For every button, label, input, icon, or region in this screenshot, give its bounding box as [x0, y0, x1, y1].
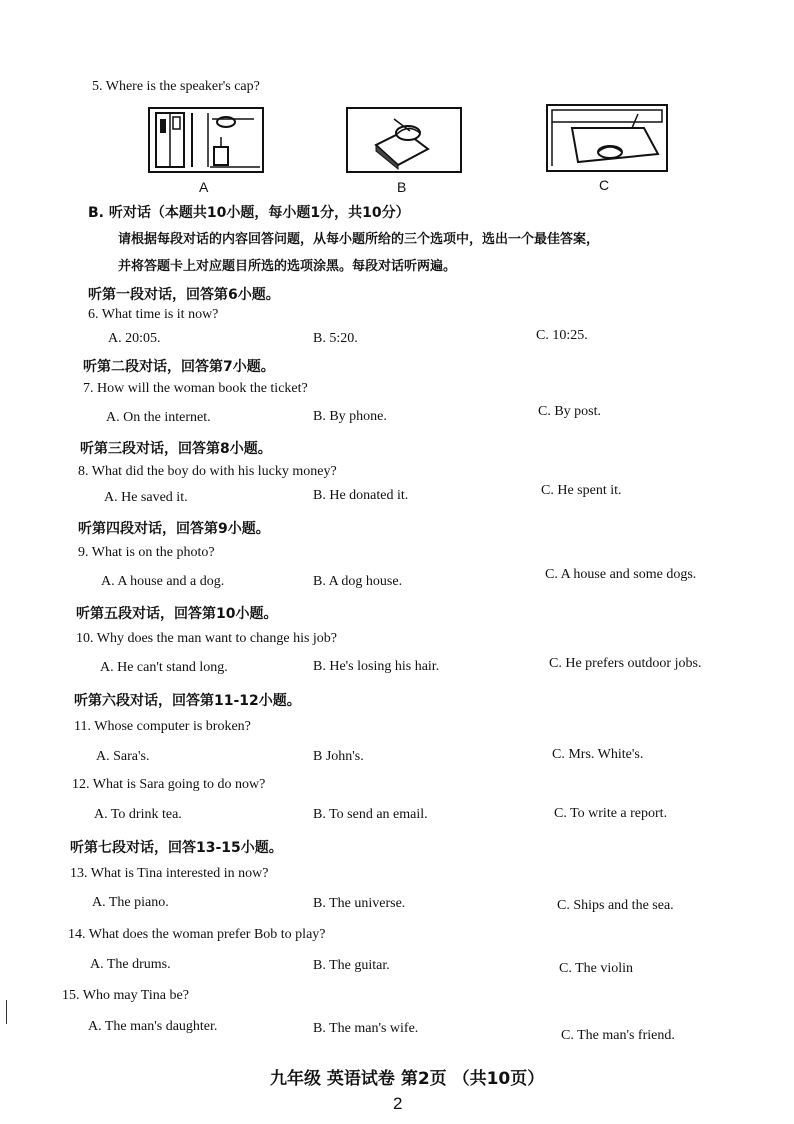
question-14-option-a: A. The drums. — [90, 957, 171, 972]
question-14-option-c: C. The violin — [559, 961, 634, 976]
dialog-3-heading: 听第三段对话，回答第8小题。 — [80, 441, 272, 457]
question-15-option-b: B. The man's wife. — [313, 1021, 419, 1036]
picture-a-label: A — [199, 179, 209, 195]
question-6-text: 6. What time is it now? — [88, 307, 219, 322]
question-13-text: 13. What is Tina interested in now? — [70, 866, 269, 881]
section-b-instruction-line1: 请根据每段对话的内容回答问题，从每小题所给的三个选项中，选出一个最佳答案， — [118, 232, 600, 247]
question-12-text: 12. What is Sara going to do now? — [72, 777, 266, 792]
dialog-2-heading: 听第二段对话，回答第7小题。 — [83, 359, 275, 375]
picture-a — [148, 107, 264, 173]
section-b-heading: B. 听对话（本题共10小题，每小题1分，共10分） — [88, 205, 410, 221]
question-8-option-a: A. He saved it. — [104, 490, 188, 505]
question-7-text: 7. How will the woman book the ticket? — [83, 381, 308, 396]
question-8-option-b: B. He donated it. — [313, 488, 409, 503]
question-9-text: 9. What is on the photo? — [78, 545, 215, 560]
question-13-option-a: A. The piano. — [92, 895, 169, 910]
question-5-text: 5. Where is the speaker's cap? — [92, 79, 260, 94]
question-12-option-c: C. To write a report. — [554, 806, 668, 821]
question-10-option-b: B. He's losing his hair. — [313, 659, 440, 674]
question-11-option-c: C. Mrs. White's. — [552, 747, 644, 762]
question-9-option-a: A. A house and a dog. — [101, 574, 225, 589]
question-7-option-b: B. By phone. — [313, 409, 387, 424]
dialog-6-heading: 听第六段对话，回答第11-12小题。 — [74, 693, 301, 709]
question-8-option-c: C. He spent it. — [541, 483, 622, 498]
page-number: 2 — [393, 1094, 403, 1113]
picture-b-drawing — [348, 109, 460, 171]
picture-c — [546, 104, 668, 172]
question-9-option-b: B. A dog house. — [313, 574, 403, 589]
section-b-instruction-line2: 并将答题卡上对应题目所选的选项涂黑。每段对话听两遍。 — [118, 259, 457, 274]
dialog-7-heading: 听第七段对话，回答13-15小题。 — [70, 840, 283, 856]
question-7-option-c: C. By post. — [538, 404, 602, 419]
question-12-option-a: A. To drink tea. — [94, 807, 182, 822]
question-15-text: 15. Who may Tina be? — [62, 988, 189, 1003]
question-8-text: 8. What did the boy do with his lucky money? — [78, 464, 337, 479]
page-footer: 九年级 英语试卷 第2页 （共10页） — [270, 1069, 545, 1089]
question-11-option-b: B John's. — [313, 749, 364, 764]
dialog-5-heading: 听第五段对话，回答第10小题。 — [76, 606, 278, 622]
question-10-option-c: C. He prefers outdoor jobs. — [549, 656, 702, 671]
question-6-option-c: C. 10:25. — [536, 328, 588, 343]
question-15-option-c: C. The man's friend. — [561, 1028, 675, 1043]
question-6-option-b: B. 5:20. — [313, 331, 358, 346]
picture-c-drawing — [548, 106, 666, 170]
question-11-text: 11. Whose computer is broken? — [74, 719, 251, 734]
question-10-option-a: A. He can't stand long. — [100, 660, 228, 675]
question-15-option-a: A. The man's daughter. — [88, 1019, 218, 1034]
picture-b — [346, 107, 462, 173]
dialog-1-heading: 听第一段对话，回答第6小题。 — [88, 287, 280, 303]
question-14-option-b: B. The guitar. — [313, 958, 390, 973]
dialog-4-heading: 听第四段对话，回答第9小题。 — [78, 521, 270, 537]
question-14-text: 14. What does the woman prefer Bob to play? — [68, 927, 326, 942]
question-13-option-c: C. Ships and the sea. — [557, 898, 674, 913]
picture-c-label: C — [599, 177, 610, 193]
question-9-option-c: C. A house and some dogs. — [545, 567, 697, 582]
question-10-text: 10. Why does the man want to change his job? — [76, 631, 338, 646]
question-6-option-a: A. 20:05. — [108, 331, 161, 346]
question-7-option-a: A. On the internet. — [106, 410, 211, 425]
margin-mark — [6, 1000, 11, 1024]
picture-a-drawing — [150, 109, 262, 171]
picture-b-label: B — [397, 179, 407, 195]
question-12-option-b: B. To send an email. — [313, 807, 428, 822]
question-11-option-a: A. Sara's. — [96, 749, 150, 764]
question-13-option-b: B. The universe. — [313, 896, 406, 911]
